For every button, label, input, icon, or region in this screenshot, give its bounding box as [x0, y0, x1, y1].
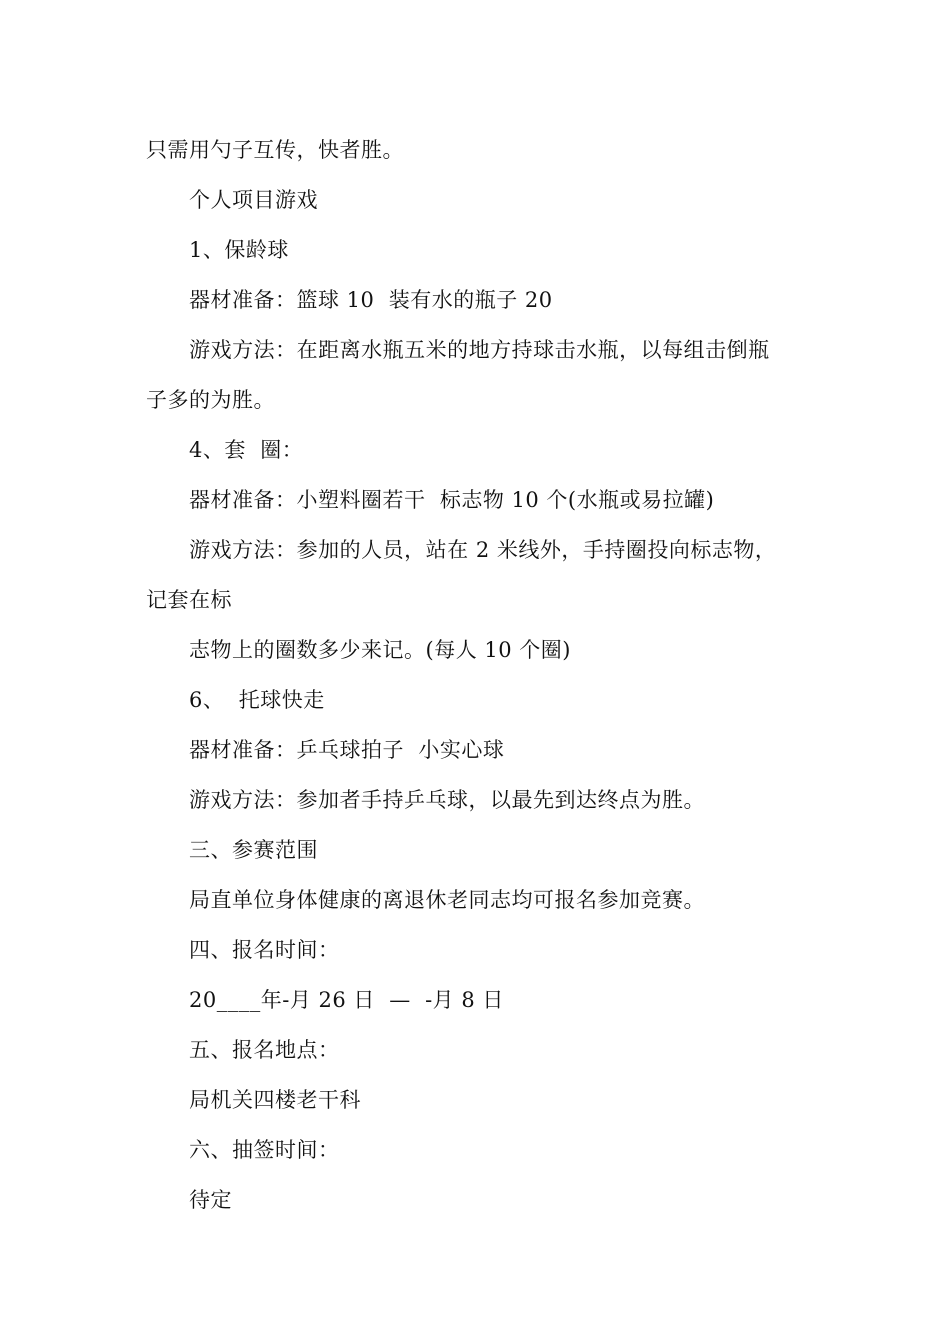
item-heading: 4、套 圈： — [189, 438, 304, 462]
section-heading: 个人项目游戏 — [189, 188, 318, 212]
text-line: 器材准备：乒乓球拍子 小实心球 — [189, 738, 505, 762]
text-line: 局机关四楼老干科 — [189, 1088, 361, 1112]
text-line: 只需用勺子互传，快者胜。 — [146, 138, 404, 162]
text-line: 游戏方法：在距离水瓶五米的地方持球击水瓶，以每组击倒瓶 — [182, 338, 770, 362]
text-line: 子多的为胜。 — [146, 388, 275, 412]
item-heading: 1、保龄球 — [189, 238, 289, 262]
text-line: 20____年-月 26 日 — -月 8 日 — [189, 988, 504, 1012]
section-heading: 三、参赛范围 — [189, 838, 318, 862]
text-line: 器材准备：篮球 10 装有水的瓶子 20 — [189, 288, 553, 312]
item-heading: 6、 托球快走 — [189, 688, 325, 712]
section-heading: 五、报名地点： — [189, 1038, 340, 1062]
text-line: 游戏方法：参加者手持乒乓球，以最先到达终点为胜。 — [189, 788, 705, 812]
text-line: 游戏方法：参加的人员，站在 2 米线外，手持圈投向标志物， — [182, 538, 777, 562]
section-heading: 六、抽签时间： — [189, 1138, 340, 1162]
text-line: 局直单位身体健康的离退休老同志均可报名参加竞赛。 — [189, 888, 705, 912]
text-line: 记套在标 — [146, 588, 232, 612]
text-line: 器材准备：小塑料圈若干 标志物 10 个(水瓶或易拉罐) — [189, 488, 715, 512]
text-line: 志物上的圈数多少来记。(每人 10 个圈) — [189, 638, 571, 662]
text-line: 待定 — [189, 1188, 232, 1212]
section-heading: 四、报名时间： — [189, 938, 340, 962]
